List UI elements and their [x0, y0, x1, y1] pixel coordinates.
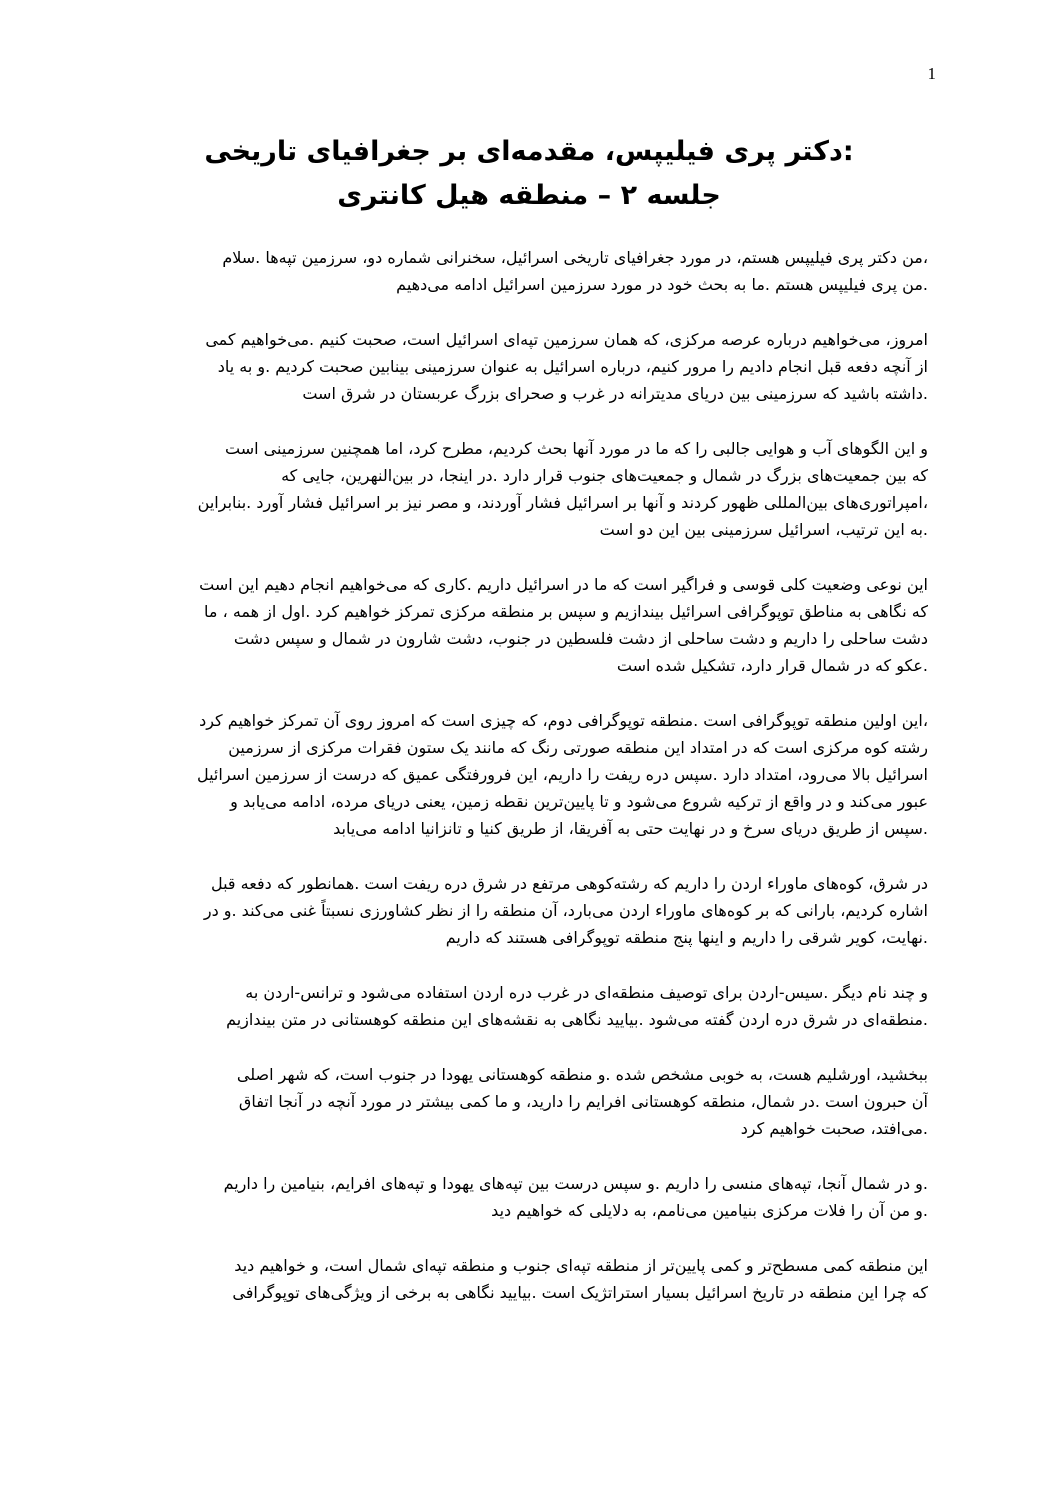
paragraph-3 [128, 435, 928, 543]
text-line: .می‌افتد، صحبت خواهیم کرد [740, 1119, 928, 1138]
document-title [120, 130, 938, 218]
document-body [128, 244, 928, 1334]
paragraph-8 [128, 1061, 928, 1142]
text-line: و چند نام دیگر .سیس-اردن برای توصیف منطقه‌ای در غرب دره اردن استفاده می‌شود و ترانس-اردن به [245, 983, 928, 1002]
paragraph-7 [128, 979, 928, 1033]
text-line: که چرا این منطقه در تاریخ اسرائیل بسیار استراتژیک است .بیایید نگاهی به برخی از ویژگی‌های توپوگرافی [232, 1283, 928, 1302]
text-line: که بین جمعیت‌های بزرگ در شمال و جمعیت‌های جنوب قرار دارد .در اینجا، در بین‌النهرین، جایی که [281, 466, 928, 485]
text-line: امروز، می‌خواهیم درباره عرصه مرکزی، که همان سرزمین تپه‌ای اسرائیل است، صحبت کنیم .می‌خواهیم کمی [205, 330, 928, 349]
text-line: .منطقه‌ای در شرق دره اردن گفته می‌شود .بیایید نگاهی به نقشه‌های این منطقه کوهستانی در متن بیندازیم [226, 1010, 928, 1029]
paragraph-4 [128, 571, 928, 679]
text-line: .نهایت، کویر شرقی را داریم و اینها پنج منطقه توپوگرافی هستند که داریم [445, 928, 928, 947]
text-line: .سپس از طریق دریای سرخ و در نهایت حتی به آفریقا، از طریق کنیا و تانزانیا ادامه می‌یابد [333, 819, 928, 838]
paragraph-10 [128, 1252, 928, 1306]
paragraph-1 [128, 244, 928, 298]
text-line: رشته کوه مرکزی است که در امتداد این منطقه صورتی رنگ که مانند یک ستون فقرات مرکزی از سرزمین [228, 738, 928, 757]
page-number: 1 [927, 64, 936, 83]
text-line: .عکو که در شمال قرار دارد، تشکیل شده است [616, 656, 928, 675]
text-line: از آنچه دفعه قبل انجام دادیم را مرور کنیم، درباره اسرائیل به عنوان سرزمینی بینابین صحبت کردیم .و به یاد [217, 357, 928, 376]
text-line: ببخشید، اورشلیم هست، به خوبی مشخص شده .و منطقه کوهستانی یهودا در جنوب است، که شهر اصلی [236, 1065, 928, 1084]
text-line: ،من دکتر پری فیلیپس هستم، در مورد جغرافیای تاریخی اسرائیل، سخنرانی شماره دو، سرزمین تپه‌ها .سلام [222, 248, 928, 267]
title-line-1: :دکتر پری فیلیپس، مقدمه‌ای بر جغرافیای تاریخی [204, 136, 854, 167]
paragraph-6 [128, 870, 928, 951]
text-line: در شرق، کوه‌های ماوراء اردن را داریم که رشته‌کوهی مرتفع در شرق دره ریفت است .همانطور که دفعه قبل [210, 874, 928, 893]
text-line: .من پری فیلیپس هستم .ما به بحث خود در مورد سرزمین اسرائیل ادامه می‌دهیم [396, 275, 928, 294]
text-line: که نگاهی به مناطق توپوگرافی اسرائیل بیندازیم و سپس بر منطقه مرکزی تمرکز خواهیم کرد .اول از همه ، ما [204, 602, 928, 621]
text-line: .و در شمال آنجا، تپه‌های منسی را داریم .و سپس درست بین تپه‌های یهودا و تپه‌های افرایم، بنیامین را داریم [223, 1174, 928, 1193]
text-line: ،امپراتوری‌های بین‌المللی ظهور کردند و آنها بر اسرائیل فشار آوردند، و مصر نیز بر اسرائیل فشار آورد .بنابراین [197, 493, 928, 512]
text-line: .به این ترتیب، اسرائیل سرزمینی بین این دو است [599, 520, 928, 539]
text-line: دشت ساحلی را داریم و دشت ساحلی از دشت فلسطین در جنوب، دشت شارون در شمال و سپس دشت [233, 629, 928, 648]
paragraph-9 [128, 1170, 928, 1224]
paragraph-5 [128, 707, 928, 842]
text-line: ،این اولین منطقه توپوگرافی است .منطقه توپوگرافی دوم، که چیزی است که امروز روی آن تمرکز خواهیم کرد [199, 711, 928, 730]
text-line: عبور می‌کند و در واقع از ترکیه شروع می‌شود و تا پایین‌ترین نقطه زمین، یعنی دریای مرده، ادامه می‌یابد و [230, 792, 928, 811]
text-line: .و من آن را فلات مرکزی بنیامین می‌نامم، به دلایلی که خواهیم دید [491, 1201, 928, 1220]
text-line: این نوعی وضعیت کلی قوسی و فراگیر است که ما در اسرائیل داریم .کاری که می‌خواهیم انجام دهیم این است [199, 575, 928, 594]
text-line: اشاره کردیم، بارانی که بر کوه‌های ماوراء اردن می‌بارد، آن منطقه را از نظر کشاورزی نسبتاً غنی می‌کند .و در [203, 901, 928, 920]
title-line-2: جلسه ۲ – منطقه هیل کانتری [337, 180, 721, 211]
text-line: و این الگوهای آب و هوایی جالبی را که ما در مورد آنها بحث کردیم، مطرح کرد، اما همچنین سرزمینی است [225, 439, 928, 458]
text-line: آن حبرون است .در شمال، منطقه کوهستانی افرایم را دارید، و ما کمی بیشتر در مورد آنچه در آنجا اتفاق [238, 1092, 928, 1111]
text-line: .داشته باشید که سرزمینی بین دریای مدیترانه در غرب و صحرای بزرگ عربستان در شرق است [302, 384, 928, 403]
paragraph-2 [128, 326, 928, 407]
text-line: اسرائیل بالا می‌رود، امتداد دارد .سپس دره ریفت را داریم، این فرورفتگی عمیق که درست از سرزمین اسرائیل [196, 765, 928, 784]
text-line: این منطقه کمی مسطح‌تر و کمی پایین‌تر از منطقه تپه‌ای جنوب و منطقه تپه‌ای شمال است، و خواهیم دید [234, 1256, 928, 1275]
